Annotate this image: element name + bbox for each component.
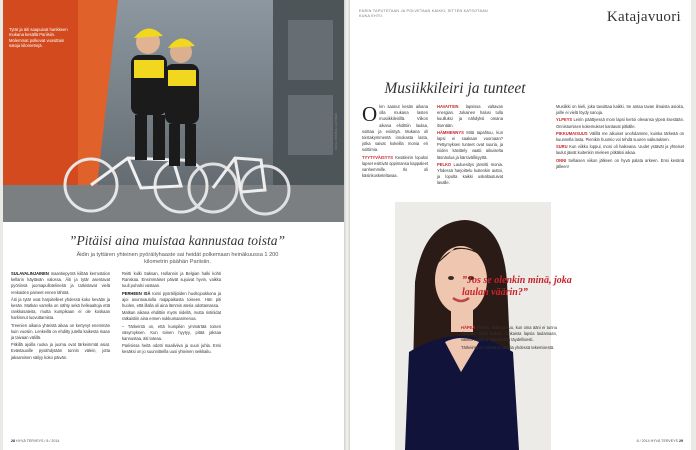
paragraph: HAVAITSIN lapsissa valtavan energian. Jokainen halusi tulla kuulluksi ja nähdyksi omana itsenään.: [437, 104, 503, 128]
left-column-1: [11, 271, 110, 362]
drop-cap: O: [362, 102, 378, 126]
paragraph: PIKKUMAISUUS Välillä me aikuiset unohdamme, kuinka tärkeää on kuunnella lasta. Pienikin huomio voi tehdä suuren vaikutuksen.: [556, 130, 684, 143]
pull-quote: ”Jos se olenkin minä, joka laulan väärin?”: [462, 275, 572, 298]
paragraph: YLPEYS Leirin päättyessä moni lapsi kertoi olevansa ylpeä itsestään. Onnistumisen kokemukset kantavat pitkälle.: [556, 117, 684, 129]
header-note: ENSIN TAPUTETAAN JA POLVETAAN KAIKKI, SITTEN KATSOTAAN KUKA EHTII.: [359, 9, 488, 18]
paragraph: PERHEEN ISÄ toimi pyöräilijöiden huoltojoukkona ja ajoi asuntoautolla majapaikasta toiseen. Hän piti huolen, että illalla oli aina lämmin ateria odottamassa.: [122, 290, 221, 309]
cyclists-photo: [3, 0, 344, 222]
page-number: 28: [11, 439, 15, 443]
paragraph: Matkan aikana ehdittiin myös riidellä, mutta ristiriidat ratkaistiin aina ennen nukkumaanmenoa.: [122, 310, 221, 322]
page-number: 29: [679, 439, 683, 443]
paragraph: Musiikki on kieli, joka tavoittaa kaikki. Se antaa tavan ilmaista asioita, joille ei vielä löydy sanoja.: [556, 104, 684, 116]
paragraph: ONNI Sellaisen viikon jälkeen on hyvä palata arkeen. Ensi kesänä jälleen!: [556, 157, 684, 169]
paragraph: SURU Kun viikko loppui, moni oli haikeana. Uudet ystävät ja yhteiset laulut jäivät kuitenkin mieleen pitkäksi aikaa.: [556, 144, 684, 156]
right-column-4: [461, 325, 557, 352]
magazine-name: 8 / 2014 HYVÄ TERVEYS: [636, 439, 678, 443]
left-folio: [11, 439, 59, 443]
paragraph: Pitkillä ajoilla ruoka ja juoma ovat tärkeimmät asiat. Evästauoille pysähdytään tunnin välein, jotta jaksaminen säilyy koko päivän.: [11, 342, 110, 360]
left-page: [3, 0, 344, 450]
article-deck: Äidin ja tyttären yhteinen pyöräilyhaaste sai heidät polkemaan heinäkuussa 1 200 kilometrin päähän Pariisiin.: [76, 252, 279, 266]
photo-credit: KUVA: ANNIINA LAHTINEN: [334, 112, 338, 150]
paragraph: Olen saanut kesän aikana olla mukana lasten musiikkileirillä. Viikon aikana ehdittiin laulaa, soittaa ja esiintyä. Mukana oli toistakymmentä innokasta lasta, jotka saivat kokeilla monia eri soittimia.: [362, 102, 428, 153]
right-folio: [637, 439, 683, 443]
right-column-2: [437, 104, 503, 188]
paragraph: Reitti kulki Saksan, Hollannin ja Belgian halki kohti Ranskaa. Ensimmäiset päivät sujuivat hyvin, vaikka tuuli puhalsi vastaan.: [122, 271, 221, 289]
paragraph: – Tärkeintä on, että kumpikin ymmärtää toisen väsymyksen. Kun toinen hyytyy, pitää jaksaa kannustaa, äiti toteaa.: [122, 323, 221, 342]
right-column-1: [362, 104, 428, 180]
paragraph: PELKO Lauluesitys jännitti monia. Yhdessä harjoittelu kuitenkin auttoi, ja lopulta kaikki uskaltautuivat lavalle.: [437, 161, 503, 186]
column-title: Musiikkileiri ja tunteet: [384, 80, 526, 97]
left-column-2: [122, 271, 221, 357]
paragraph: TYYTYVÄISYYS Kesäleirin lopuksi lapset esittivät oppimansa kappaleet vanhemmille. Ilo oli käsinkosketeltavaa.: [362, 154, 428, 179]
paragraph: Äiti ja tytär ovat harjoitelleet yhdessä koko kevään ja kesän. Matkan varrella on nähty sekä helleaaltoja että rankkasateita, mutta kumpikaan ei ole koskaan harkinnut luovuttamista.: [11, 296, 110, 321]
magazine-name: HYVÄ TERVEYS / 8 / 2014: [16, 439, 60, 443]
photo-caption: Tytär ja äiti saapuivat hankkeen mukana kesällä Pariisiin. Molemmat polkevat vuosittain satoja kilometrejä.: [9, 27, 68, 48]
paragraph: Pariisissa heitä odotti maaliviiva ja suuri juhla. Ensi kesäksi on jo suunnitteilla uusi yhteinen seikkailu.: [122, 343, 221, 355]
paragraph: HÄMMENNYS Mitä tapahtuu, kun lapsi ei saakaan vuoroaan? Pettymyksen tunteet ovat suuria, ja niiden käsittely vaatii aikuiselta läsnäoloa ja kärsivällisyyttä.: [437, 129, 503, 160]
paragraph: SULAVALINJAINEN maantiepyörä kiiltää kerrostalon kellarin käytävän valossa. Äiti ja tytär asentavat pyöriinsä juomapullotelineitä ja tarkistavat vielä renkaiden paineet ennen lähtöä.: [11, 271, 110, 295]
right-column-3: [556, 104, 684, 171]
right-page: [350, 0, 691, 450]
article-headline: ”Pitäisi aina muistaa kannustaa toista”: [68, 233, 286, 248]
section-title: Katajavuori: [606, 9, 681, 25]
paragraph: Tärkeintä on yrittää ja nauttia yhdessä tekemisestä.: [461, 344, 555, 350]
paragraph: Treenien aikana yhteistä aikaa on kertynyt enemmän kuin vuosiin. Lenkeillä on ehditty jutella kaikesta maan ja taivaan välillä.: [11, 322, 110, 341]
paragraph: HÄPEÄ Tiedän, miltä tuntuu, kun oma ääni ei tunnu riittävän. Siksi haluan rohkaista lapsia laulamaan, vaikka kaikki ei menisikään täydellisesti.: [461, 325, 557, 343]
